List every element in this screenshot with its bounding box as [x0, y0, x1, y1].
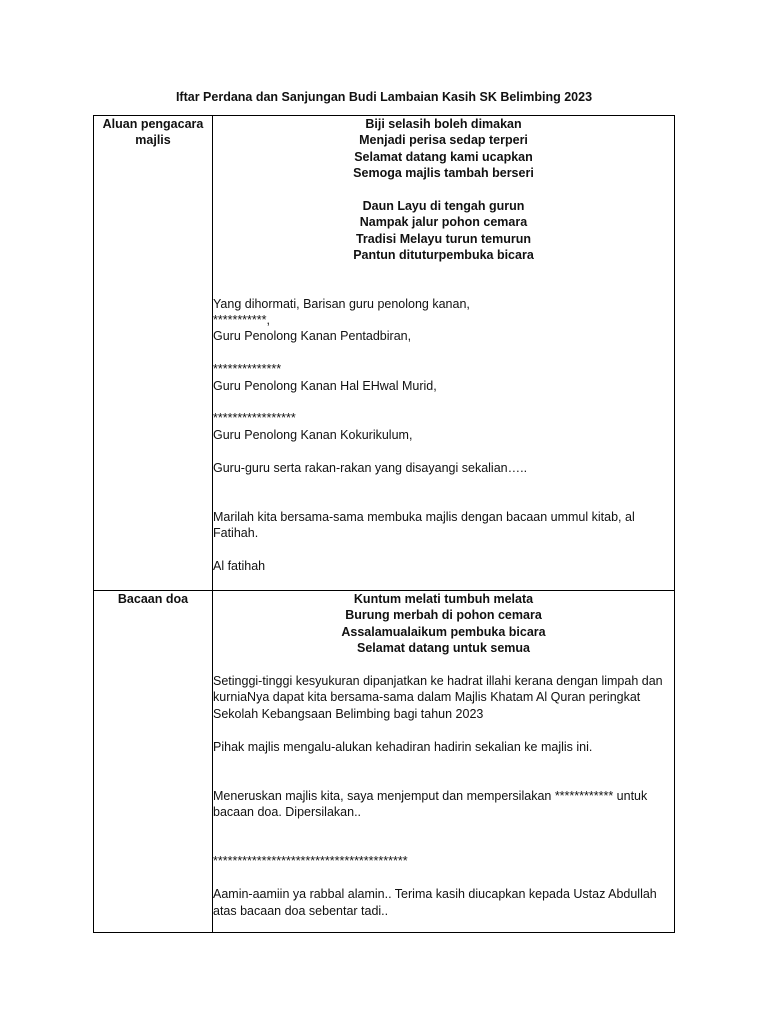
address-role: Guru Penolong Kanan Kokurikulum, [213, 427, 413, 442]
address-stars: ************** [213, 362, 282, 377]
paragraph: Meneruskan majlis kita, saya menjemput dan mempersilakan ************ untuk bacaan doa. Dipersilakan.. [213, 788, 648, 820]
pantun-line: Daun Layu di tengah gurun [362, 199, 525, 214]
table-row-aluan [94, 116, 675, 591]
pantun-line: Menjadi perisa sedap terperi [359, 133, 528, 148]
content-cell-doa [213, 591, 675, 933]
address-role: Guru Penolong Kanan Pentadbiran, [213, 329, 412, 344]
pantun-block [213, 198, 674, 264]
label-cell-doa: Bacaan doa [94, 591, 213, 933]
page-title: Iftar Perdana dan Sanjungan Budi Lambaian Kasih SK Belimbing 2023 [175, 90, 593, 104]
address-line: Guru-guru serta rakan-rakan yang disayangi sekalian….. [213, 460, 528, 475]
pantun-line: Biji selasih boleh dimakan [365, 117, 522, 131]
pantun-line: Selamat datang untuk semua [357, 641, 530, 656]
address-stars: ***************** [213, 411, 296, 426]
pantun-line: Nampak jalur pohon cemara [359, 215, 528, 230]
pantun-line: Kuntum melati tumbuh melata [353, 592, 534, 606]
pantun-line: Semoga majlis tambah berseri [353, 166, 534, 181]
closing-line: Al fatihah [213, 559, 266, 574]
label-cell-aluan: Aluan pengacara majlis [94, 116, 213, 591]
pantun-line: Selamat datang kami ucapkan [354, 149, 533, 164]
pantun-block [213, 116, 674, 182]
pantun-line: Pantun dituturpembuka bicara [353, 248, 534, 263]
stars-line: **************************************** [213, 854, 408, 869]
address-line: Yang dihormati, Barisan guru penolong kanan, [213, 296, 470, 311]
paragraph: Pihak majlis mengalu-alukan kehadiran hadirin sekalian ke majlis ini. [213, 739, 593, 754]
script-table [93, 115, 675, 933]
paragraph: Setinggi-tinggi kesyukuran dipanjatkan ke hadrat illahi kerana dengan limpah dan kurniaNya dapat kita bersama-sama dalam Majlis Khatam Al Quran peringkat Sekolah Kebangsaan Belimbing bagi tahun 2023 [213, 674, 663, 721]
opening-line: Marilah kita bersama-sama membuka majlis dengan bacaan ummul kitab, al Fatihah. [213, 509, 635, 541]
address-role: Guru Penolong Kanan Hal EHwal Murid, [213, 378, 437, 393]
pantun-line: Tradisi Melayu turun temurun [355, 231, 532, 246]
address-stars: ***********, [213, 313, 270, 328]
table-row-doa [94, 591, 675, 933]
pantun-line: Assalamualaikum pembuka bicara [341, 624, 546, 639]
pantun-block [213, 591, 674, 657]
paragraph: Aamin-aamiin ya rabbal alamin.. Terima kasih diucapkan kepada Ustaz Abdullah atas bacaan doa sebentar tadi.. [213, 887, 657, 918]
pantun-line: Burung merbah di pohon cemara [345, 608, 542, 623]
content-cell-aluan [213, 116, 675, 591]
